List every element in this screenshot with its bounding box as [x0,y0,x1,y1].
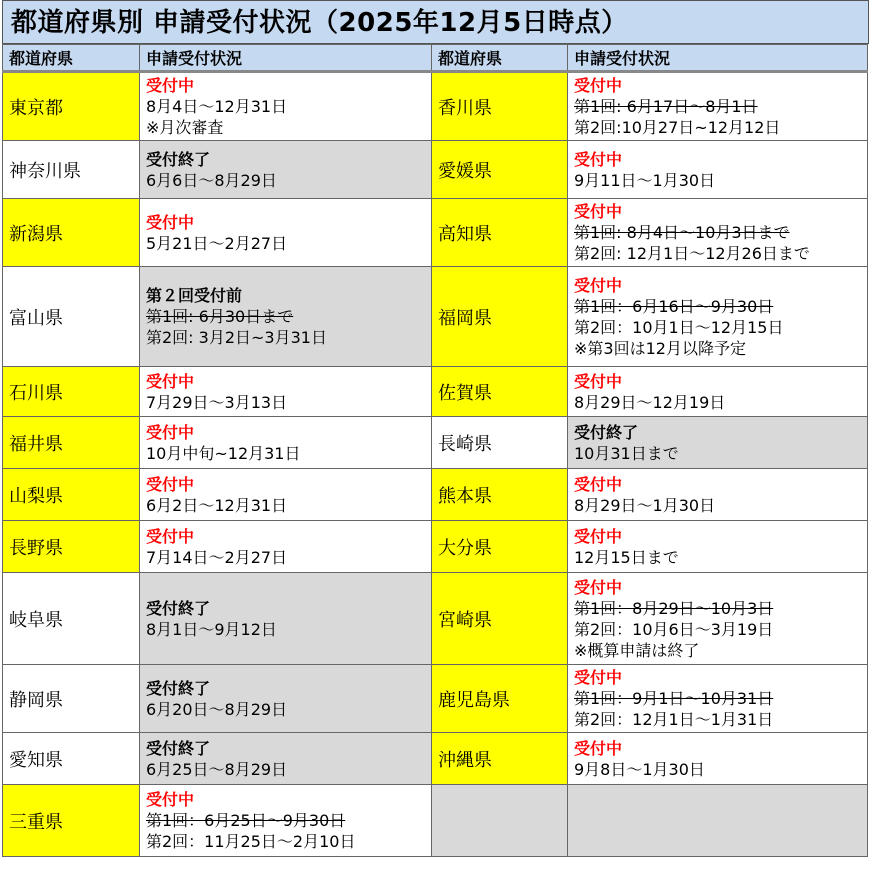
prefecture-cell: 長野県 [3,521,140,573]
period-line: 12月15日まで [574,547,679,567]
prefecture-cell: 沖縄県 [432,733,568,785]
period-line-closed: 第1回：8月29日～10月3日 [574,598,774,618]
status-cell [140,199,432,267]
prefecture-cell: 岐阜県 [3,573,140,665]
table-row [3,367,868,417]
prefecture-cell: 長崎県 [432,417,568,469]
prefecture-cell: 三重県 [3,785,140,857]
status-open-label: 受付中 [146,212,195,232]
table-row [3,417,868,469]
period-line-closed: 第1回: 6月30日まで [146,307,294,326]
period-line: 5月21日～2月27日 [146,233,288,253]
prefecture-cell: 鹿児島県 [432,665,568,733]
header-prefecture-left: 都道府県 [3,45,140,72]
period-line: 第2回：10月6日～3月19日 [574,619,774,639]
status-open-label: 受付中 [146,474,195,494]
header-status-right: 申請受付状況 [568,45,868,72]
table-row [3,72,868,141]
status-closed-label: 受付終了 [574,422,639,442]
table-row [3,267,868,367]
status-cell [140,267,432,367]
status-cell [568,417,868,469]
status-cell [568,72,868,141]
prefecture-cell: 佐賀県 [432,367,568,417]
header-row [3,45,868,72]
status-cell [140,573,432,665]
status-cell [140,141,432,199]
status-cell [568,199,868,267]
prefecture-cell: 神奈川県 [3,141,140,199]
period-line: 8月29日～12月19日 [574,392,726,412]
table-row [3,665,868,733]
period-line: 7月14日～2月27日 [146,547,288,567]
prefecture-cell [432,785,568,857]
status-open-label: 受付中 [146,790,195,809]
status-open-label: 受付中 [574,76,623,95]
status-cell [140,733,432,785]
prefecture-cell: 東京都 [3,72,140,141]
status-closed-label: 受付終了 [146,598,211,618]
period-line: 第2回：10月1日～12月15日 [574,317,784,337]
period-line: 第2回: 12月1日～12月26日まで [574,244,810,263]
period-line: 第2回: 3月2日~3月31日 [146,328,327,347]
status-cell [568,521,868,573]
status-sheet [2,0,869,857]
status-open-label: 受付中 [574,371,623,391]
status-cell [568,573,868,665]
status-open-label: 受付中 [574,149,623,169]
prefecture-cell: 福井県 [3,417,140,469]
period-line-closed: 第1回：9月1日～10月31日 [574,689,774,708]
table-body [3,72,868,857]
prefecture-cell: 愛媛県 [432,141,568,199]
prefecture-cell: 大分県 [432,521,568,573]
status-closed-label: 受付終了 [146,678,211,698]
prefecture-cell: 山梨県 [3,469,140,521]
status-cell [568,469,868,521]
status-open-label: 受付中 [574,202,623,221]
prefecture-cell: 新潟県 [3,199,140,267]
status-cell [140,367,432,417]
period-line: 6月6日～8月29日 [146,170,277,190]
status-cell [568,141,868,199]
status-cell [568,367,868,417]
status-open-label: 受付中 [574,275,623,295]
table-row [3,785,868,857]
header-status-left: 申請受付状況 [140,45,432,72]
table-row [3,199,868,267]
status-closed-label: 第２回受付前 [146,286,243,305]
status-closed-label: 受付終了 [146,149,211,169]
status-cell [140,72,432,141]
period-line: 10月31日まで [574,443,679,463]
prefecture-cell: 富山県 [3,267,140,367]
table-row [3,733,868,785]
status-open-label: 受付中 [574,474,623,494]
status-table [2,44,868,857]
status-cell [140,785,432,857]
status-cell [568,267,868,367]
period-line: 6月2日～12月31日 [146,495,288,515]
period-line: 6月20日～8月29日 [146,699,288,719]
period-line-closed: 第1回：6月25日～9月30日 [146,811,346,830]
table-row [3,141,868,199]
table-row [3,469,868,521]
prefecture-cell: 石川県 [3,367,140,417]
status-open-label: 受付中 [146,526,195,546]
prefecture-cell: 高知県 [432,199,568,267]
period-line: 第2回：12月1日～1月31日 [574,710,774,729]
prefecture-cell: 静岡県 [3,665,140,733]
status-cell [140,521,432,573]
period-line: 第2回:10月27日~12月12日 [574,118,781,137]
prefecture-cell: 宮崎県 [432,573,568,665]
status-cell [568,665,868,733]
period-line: 9月8日～1月30日 [574,759,705,779]
period-line: 10月中旬~12月31日 [146,443,301,463]
period-line: 7月29日～3月13日 [146,392,288,412]
period-line-closed: 第1回：6月16日～9月30日 [574,296,774,316]
status-cell [140,469,432,521]
period-line: 第2回：11月25日～2月10日 [146,832,356,851]
page-title: 都道府県別 申請受付状況（2025年12月5日時点） [2,0,869,44]
status-cell [140,665,432,733]
status-open-label: 受付中 [574,738,623,758]
table-row [3,573,868,665]
prefecture-cell: 熊本県 [432,469,568,521]
table-row [3,521,868,573]
period-line: ※月次審査 [146,118,224,137]
period-line: 8月1日～9月12日 [146,619,277,639]
prefecture-cell: 愛知県 [3,733,140,785]
status-open-label: 受付中 [574,577,623,597]
period-line: 8月4日～12月31日 [146,97,288,116]
status-open-label: 受付中 [574,668,623,687]
status-open-label: 受付中 [574,526,623,546]
status-open-label: 受付中 [146,422,195,442]
period-line: 9月11日～1月30日 [574,170,716,190]
status-cell [568,785,868,857]
period-line-closed: 第1回: 8月4日～10月3日まで [574,223,790,242]
period-line: 6月25日～8月29日 [146,759,288,779]
status-open-label: 受付中 [146,371,195,391]
prefecture-cell: 福岡県 [432,267,568,367]
period-line: 8月29日～1月30日 [574,495,716,515]
period-line: ※第3回は12月以降予定 [574,338,746,358]
status-open-label: 受付中 [146,76,195,95]
status-cell [568,733,868,785]
status-closed-label: 受付終了 [146,738,211,758]
header-prefecture-right: 都道府県 [432,45,568,72]
period-line: ※概算申請は終了 [574,640,700,660]
status-cell [140,417,432,469]
period-line-closed: 第1回: 6月17日～8月1日 [574,97,758,116]
prefecture-cell: 香川県 [432,72,568,141]
